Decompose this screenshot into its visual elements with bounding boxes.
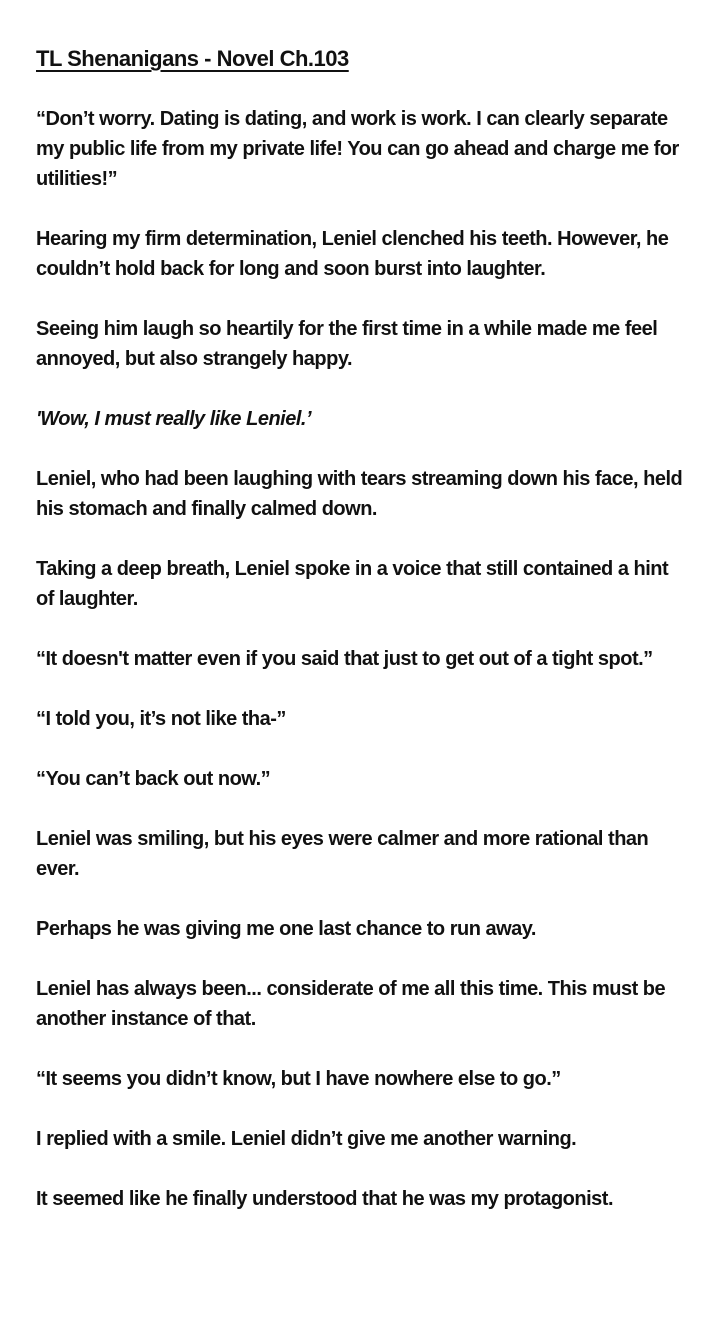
paragraph: Leniel, who had been laughing with tears streaming down his face, held his stomach and finally calmed down. [36,468,688,520]
page-title: TL Shenanigans - Novel Ch.103 [36,46,349,71]
paragraph: “It doesn't matter even if you said that just to get out of a tight spot.” [36,648,653,670]
paragraph: Taking a deep breath, Leniel spoke in a voice that still contained a hint of laughter. [36,558,674,610]
paragraph: “It seems you didn’t know, but I have nowhere else to go.” [36,1068,561,1090]
paragraph: “You can’t back out now.” [36,768,271,790]
paragraph: “Don’t worry. Dating is dating, and work is work. I can clearly separate my public life from my private life! You can go ahead and charge me for utilities!” [36,108,684,190]
paragraph-inner-thought: 'Wow, I must really like Leniel.’ [36,408,312,430]
paragraph: It seemed like he finally understood that he was my protagonist. [36,1188,614,1210]
paragraph: Leniel was smiling, but his eyes were calmer and more rational than ever. [36,828,654,880]
paragraph: I replied with a smile. Leniel didn’t give me another warning. [36,1128,577,1150]
paragraph: Hearing my firm determination, Leniel clenched his teeth. However, he couldn’t hold back for long and soon burst into laughter. [36,228,674,280]
paragraph: Seeing him laugh so heartily for the first time in a while made me feel annoyed, but also strangely happy. [36,318,663,370]
paragraph: Leniel has always been... considerate of me all this time. This must be another instance of that. [36,978,671,1030]
paragraph: Perhaps he was giving me one last chance to run away. [36,918,536,940]
paragraph: “I told you, it’s not like tha-” [36,708,286,730]
